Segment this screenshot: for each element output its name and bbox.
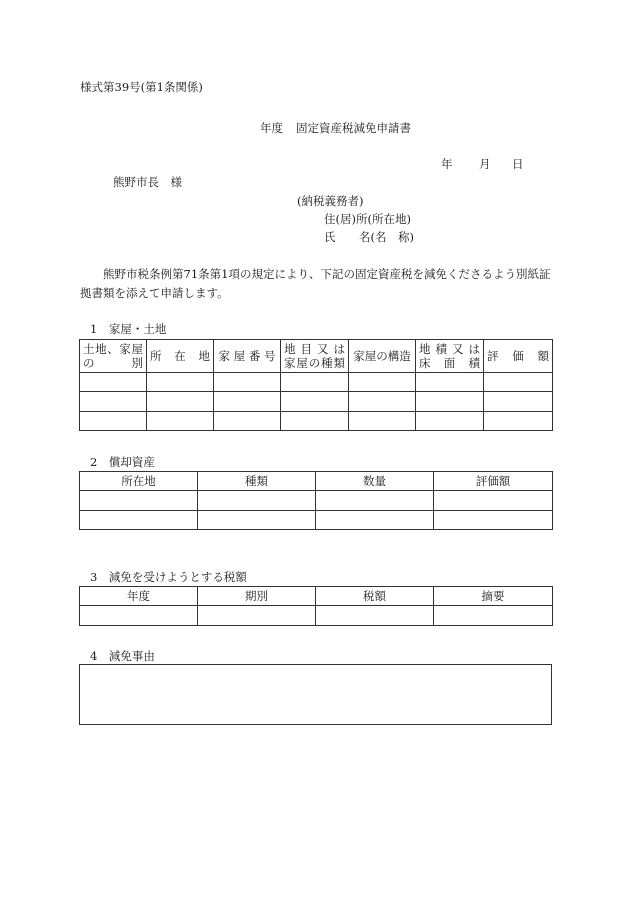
col-header-structure: 家屋の構造 (349, 340, 416, 373)
input-cell[interactable] (80, 412, 147, 431)
input-cell[interactable] (316, 511, 434, 530)
col-header-location: 所 在 地 (147, 340, 214, 373)
col-header-assessed-value: 評価額 (434, 472, 553, 491)
input-cell[interactable] (80, 373, 147, 392)
input-cell[interactable] (214, 373, 281, 392)
col-header-period: 期別 (198, 587, 316, 606)
input-cell[interactable] (198, 511, 316, 530)
input-cell[interactable] (80, 606, 198, 626)
col-header-tax-amount: 税額 (316, 587, 434, 606)
depreciable-assets-table (79, 471, 553, 530)
applicant-name-label-1: 氏 (324, 230, 336, 244)
col-header-type: 種類 (198, 472, 316, 491)
col-header-location: 所在地 (80, 472, 198, 491)
body-text: 熊野市税条例第71条第1項の規定により、下記の固定資産税を減免くださるよう別紙証拠書類を添えて申請します。 (80, 267, 551, 300)
input-cell[interactable] (434, 491, 553, 511)
input-cell[interactable] (349, 392, 416, 412)
col-header-remarks: 摘要 (434, 587, 553, 606)
input-cell[interactable] (316, 491, 434, 511)
table-row (80, 412, 553, 431)
input-cell[interactable] (281, 392, 349, 412)
input-cell[interactable] (198, 491, 316, 511)
input-cell[interactable] (416, 392, 484, 412)
input-cell[interactable] (80, 392, 147, 412)
col-header-assessed-value: 評 価 額 (484, 340, 553, 373)
title-year: 年度 (260, 121, 283, 135)
applicant-address-label: 住(居)所(所在地) (324, 212, 411, 226)
input-cell[interactable] (281, 373, 349, 392)
input-cell[interactable] (484, 373, 553, 392)
table-row (80, 511, 553, 530)
input-cell[interactable] (349, 373, 416, 392)
section2-heading: 2 償却資産 (90, 455, 155, 469)
property-table (79, 339, 553, 431)
col-header-house-number: 家 屋 番 号 (214, 340, 281, 373)
applicant-role: (納税義務者) (297, 194, 364, 208)
input-cell[interactable] (416, 412, 484, 431)
input-cell[interactable] (80, 511, 198, 530)
input-cell[interactable] (147, 373, 214, 392)
table-row (80, 392, 553, 412)
table-row (80, 373, 553, 392)
col-header-fiscal-year: 年度 (80, 587, 198, 606)
addressee: 熊野市長 様 (113, 175, 182, 189)
input-cell[interactable] (198, 606, 316, 626)
table-row (80, 606, 553, 626)
col-header-land-category: 地 目 又 は 家屋の種類 (281, 340, 349, 373)
input-cell[interactable] (349, 412, 416, 431)
input-cell[interactable] (80, 491, 198, 511)
section1-heading: 1 家屋・土地 (90, 322, 167, 336)
input-cell[interactable] (484, 392, 553, 412)
reason-box[interactable] (79, 664, 552, 725)
tax-amount-table (79, 586, 553, 626)
input-cell[interactable] (147, 412, 214, 431)
input-cell[interactable] (416, 373, 484, 392)
date-month: 月 (479, 157, 491, 171)
col-header-quantity: 数量 (316, 472, 434, 491)
section3-heading: 3 減免を受けようとする税額 (90, 570, 247, 584)
input-cell[interactable] (147, 392, 214, 412)
page-title: 固定資産税減免申請書 (296, 121, 411, 135)
date-day: 日 (512, 157, 524, 171)
table-row (80, 491, 553, 511)
input-cell[interactable] (484, 412, 553, 431)
input-cell[interactable] (214, 412, 281, 431)
section4-heading: 4 減免事由 (90, 649, 155, 663)
input-cell[interactable] (281, 412, 349, 431)
input-cell[interactable] (214, 392, 281, 412)
col-header-land-or-house: 土地、家屋 の 別 (80, 340, 147, 373)
date-year: 年 (441, 157, 453, 171)
input-cell[interactable] (316, 606, 434, 626)
applicant-name-label-2: 名(名 称) (359, 230, 414, 244)
input-cell[interactable] (434, 606, 553, 626)
col-header-area: 地 積 又 は 床 面 積 (416, 340, 484, 373)
form-number: 様式第39号(第1条関係) (80, 80, 203, 94)
input-cell[interactable] (434, 511, 553, 530)
